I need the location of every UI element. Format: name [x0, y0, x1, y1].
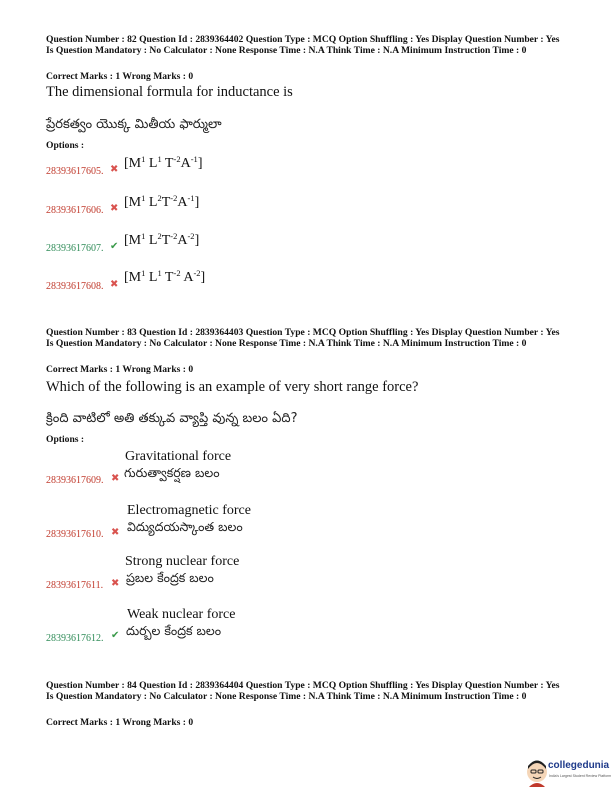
- checkmark-icon: ✔: [111, 630, 120, 641]
- question-marks-82: Correct Marks : 1 Wrong Marks : 0: [46, 71, 194, 82]
- question-text-telugu-83: క్రింది వాటిలో అతి తక్కువ వ్యాప్తి వున్న బలం ఏది?: [46, 411, 298, 426]
- option-text-telugu: దుర్బల కేంద్రక బలం: [126, 623, 222, 638]
- option-id: 28393617606.: [46, 205, 104, 216]
- wrong-icon: ✖: [110, 279, 119, 290]
- question-meta-82: Question Number : 82 Question Id : 2839364402 Question Type : MCQ Option Shuffling : Yes Display Question Number : Yes Is Question Mandatory : No Calculator : None Response Time : N.A Think Time : N.A Minimum Instruction Time : 0: [46, 34, 560, 57]
- option-id: 28393617612.: [46, 633, 104, 644]
- options-label-82: Options :: [46, 140, 85, 151]
- wrong-icon: ✖: [110, 203, 119, 214]
- option-id: 28393617610.: [46, 529, 104, 540]
- option-id: 28393617607.: [46, 243, 104, 254]
- question-text-82: The dimensional formula for inductance is: [46, 84, 293, 100]
- question-text-83: Which of the following is an example of very short range force?: [46, 379, 419, 395]
- question-meta-83: Question Number : 83 Question Id : 2839364403 Question Type : MCQ Option Shuffling : Yes Display Question Number : Yes Is Question Mandatory : No Calculator : None Response Time : N.A Think Time : N.A Minimum Instruction Time : 0: [46, 327, 560, 350]
- option-text-telugu: ప్రబల కేంద్రక బలం: [126, 570, 214, 585]
- option-text-telugu: విద్యుదయస్కాంత బలం: [127, 519, 243, 534]
- option-text[interactable]: Weak nuclear force: [127, 607, 236, 622]
- option-id: 28393617608.: [46, 281, 104, 292]
- wrong-icon: ✖: [110, 164, 119, 175]
- question-text-telugu-82: ప్రేరకత్వం యొక్క మితీయ ఫార్ములా: [46, 117, 222, 132]
- question-marks-83: Correct Marks : 1 Wrong Marks : 0: [46, 364, 194, 375]
- wrong-icon: ✖: [111, 473, 120, 484]
- option-text[interactable]: Electromagnetic force: [127, 503, 251, 518]
- wrong-icon: ✖: [111, 527, 120, 538]
- logo-name: collegedunia: [548, 760, 610, 771]
- logo-tagline: India's Largest Student Review Platform: [549, 774, 612, 778]
- option-formula[interactable]: [$M^1$ $L^1$ $T^{-2}$ $A^{-2}$]: [124, 268, 206, 285]
- option-text[interactable]: Strong nuclear force: [125, 554, 240, 569]
- option-id: 28393617611.: [46, 580, 104, 591]
- question-marks-84: Correct Marks : 1 Wrong Marks : 0: [46, 717, 194, 728]
- wrong-icon: ✖: [111, 578, 120, 589]
- option-id: 28393617605.: [46, 166, 104, 177]
- question-meta-84: Question Number : 84 Question Id : 2839364404 Question Type : MCQ Option Shuffling : Yes Display Question Number : Yes Is Question Mandatory : No Calculator : None Response Time : N.A Think Time : N.A Minimum Instruction Time : 0: [46, 680, 560, 703]
- option-text-telugu: గురుత్వాకర్షణ బలం: [124, 465, 220, 480]
- checkmark-icon: ✔: [110, 241, 119, 252]
- options-label-83: Options :: [46, 434, 85, 445]
- option-id: 28393617609.: [46, 475, 104, 486]
- option-formula[interactable]: [$M^1$ $L^1$ $T^{-2}A^{-1}$]: [124, 154, 203, 171]
- option-formula[interactable]: [$M^1$ $L^2T^{-2}A^{-1}$]: [124, 193, 200, 210]
- option-text[interactable]: Gravitational force: [125, 449, 232, 464]
- option-formula[interactable]: [$M^1$ $L^2T^{-2}A^{-2}$]: [124, 231, 200, 248]
